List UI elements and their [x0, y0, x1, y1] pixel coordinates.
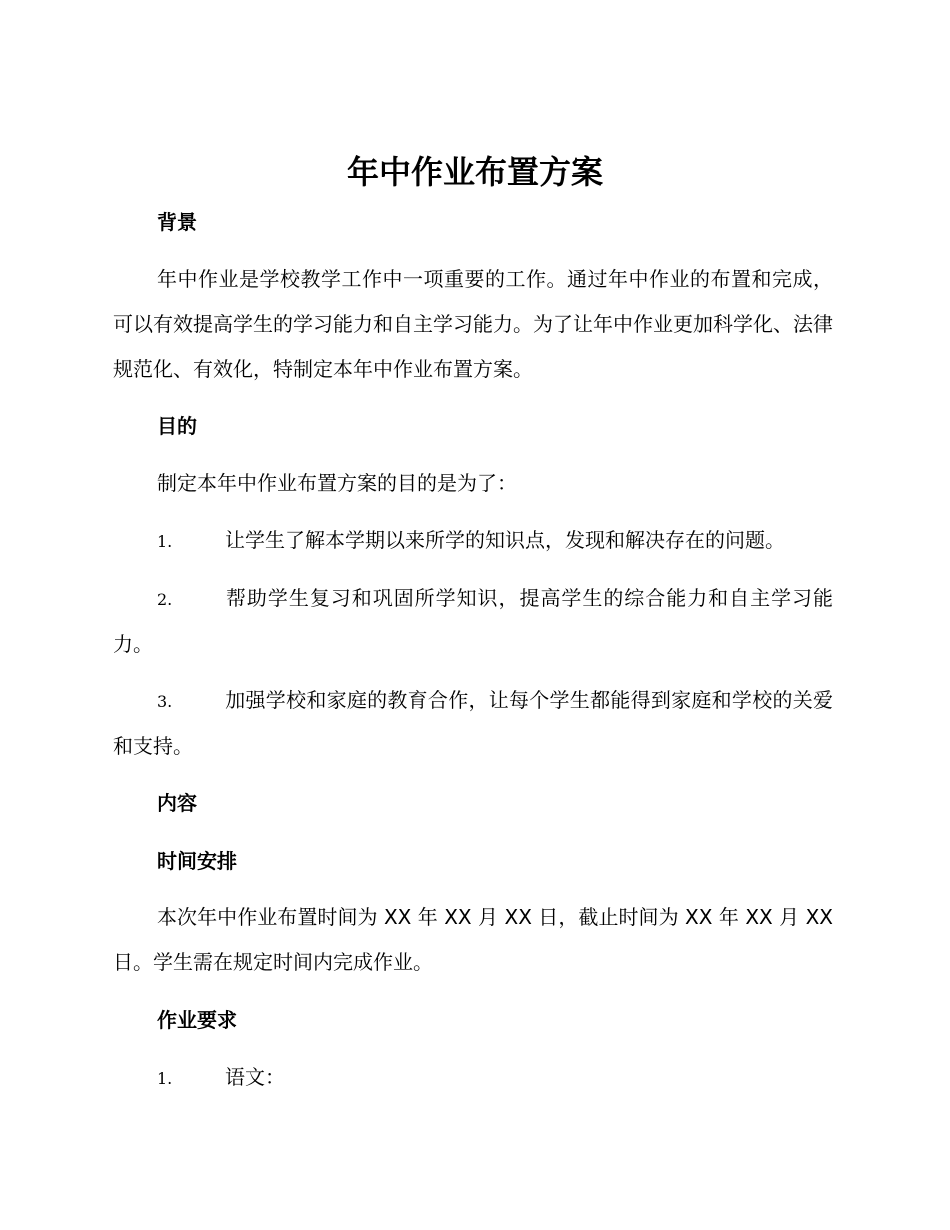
section-heading-content: 内容 — [157, 791, 197, 815]
purpose-list-item — [113, 518, 833, 564]
purpose-intro: 制定本年中作业布置方案的目的是为了： — [157, 471, 517, 495]
purpose-list-item — [113, 678, 833, 769]
schedule-paragraph: 本次年中作业布置时间为 XX 年 XX 月 XX 日，截止时间为 XX 年 XX 月 XX 日。学生需在规定时间内完成作业。 — [113, 905, 833, 974]
subsection-heading-requirements: 作业要求 — [157, 1008, 237, 1032]
section-heading-background: 背景 — [157, 210, 197, 234]
document-title: 年中作业布置方案 — [346, 153, 603, 191]
list-item-text: 语文： — [225, 1065, 285, 1089]
subsection-heading-schedule: 时间安排 — [157, 849, 237, 873]
list-item-text: 让学生了解本学期以来所学的知识点，发现和解决存在的问题。 — [225, 528, 785, 552]
background-paragraph: 年中作业是学校教学工作中一项重要的工作。通过年中作业的布置和完成，可以有效提高学生的学习能力和自主学习能力。为了让年中作业更加科学化、法律规范化、有效化，特制定本年中作业布置方案。 — [113, 267, 833, 381]
list-number: 3. — [157, 692, 173, 711]
purpose-list-item — [113, 576, 833, 667]
list-number: 2. — [157, 590, 173, 609]
requirements-list-item — [113, 1055, 833, 1101]
list-item-text: 帮助学生复习和巩固所学知识，提高学生的综合能力和自主学习能力。 — [113, 586, 833, 656]
list-item-text: 加强学校和家庭的教育合作，让每个学生都能得到家庭和学校的关爱和支持。 — [113, 688, 833, 758]
list-number: 1. — [157, 532, 173, 551]
section-heading-purpose: 目的 — [157, 414, 197, 438]
list-number: 1. — [157, 1069, 173, 1088]
